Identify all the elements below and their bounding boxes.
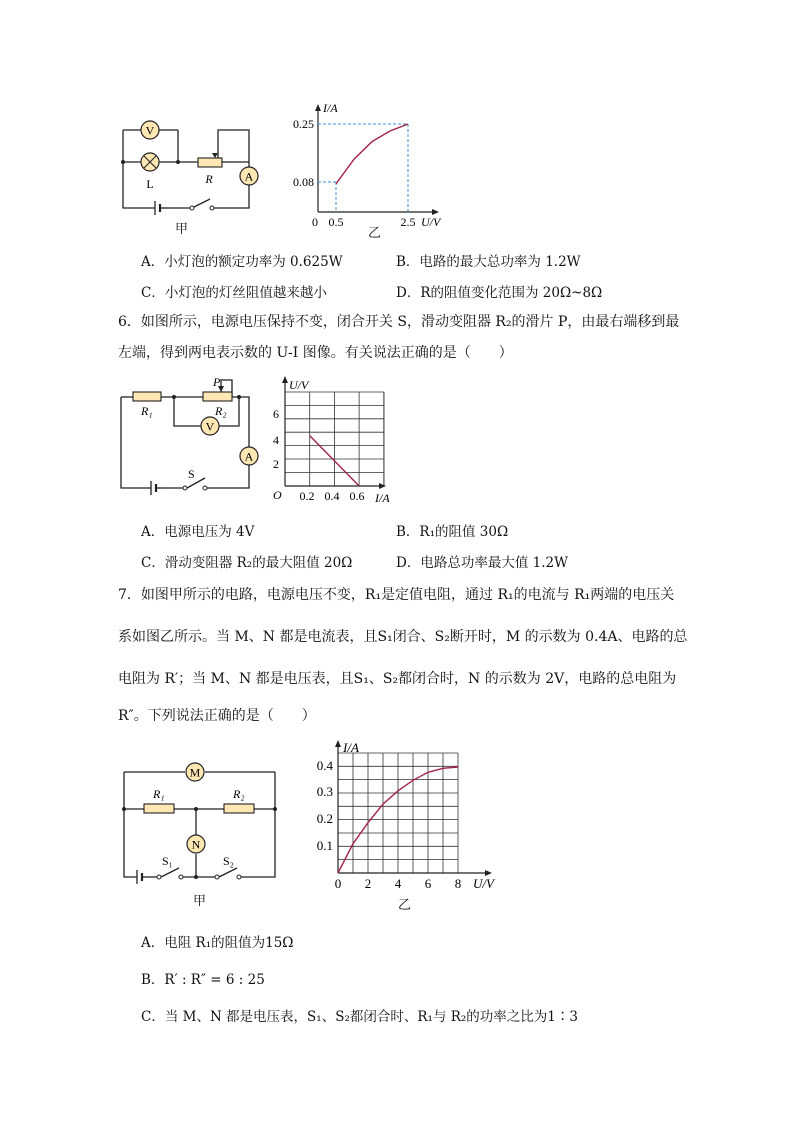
q6-option-d: D．电路总功率最大值 1.2W <box>396 555 568 571</box>
q7-y-label: I/A <box>343 740 359 755</box>
q6-voltmeter-label: V <box>205 419 215 434</box>
q7-r1-label: R₁ <box>153 787 165 801</box>
q5-y-tick-008: 0.08 <box>293 175 314 189</box>
q5-ammeter-label: A <box>244 169 254 184</box>
q7-x-tick-0: 0 <box>334 876 342 891</box>
q6-y-label: U/V <box>289 378 309 392</box>
q7-option-c: C．当 M、N 都是电压表，S₁、S₂都闭合时、R₁与 R₂的功率之比为1∶3 <box>141 1009 578 1025</box>
q6-switch-label: S <box>188 467 195 481</box>
q7-x-tick-6: 6 <box>424 876 432 891</box>
q7-x-tick-8: 8 <box>454 876 462 891</box>
q7-iu-graph <box>305 735 505 910</box>
q5-rheostat-label: R <box>205 172 213 186</box>
q6-y-tick-2: 2 <box>273 457 279 471</box>
q6-origin-label: O <box>273 488 282 502</box>
q7-y-tick-02: 0.2 <box>316 811 333 826</box>
q7-graph-caption: 乙 <box>398 898 412 913</box>
q5-x-tick-05: 0.5 <box>328 215 344 229</box>
q7-option-a: A．电阻 R₁的阻值为15Ω <box>141 935 294 951</box>
q5-graph-caption: 乙 <box>368 226 382 241</box>
q6-option-a: A．电源电压为 4V <box>141 524 255 540</box>
q7-y-tick-01: 0.1 <box>316 838 333 853</box>
q6-r1-label: R₁ <box>141 404 153 418</box>
q7-stem-line3: 电阻为 R′；当 M、N 都是电压表，且S₁、S₂都闭合时，N 的示数为 2V，电路的总电阻为 <box>118 671 677 687</box>
q5-x-tick-0: 0 <box>312 215 318 229</box>
q5-x-label: U/V <box>421 215 441 229</box>
q7-r2-label: R₂ <box>233 787 245 801</box>
q7-s1-label: S₁ <box>162 854 173 868</box>
q6-slider-label: P <box>213 375 221 389</box>
q6-x-tick-04: 0.4 <box>324 489 340 503</box>
q7-x-label: U/V <box>473 876 494 891</box>
q5-circuit-diagram <box>110 115 270 235</box>
q7-s2-label: S₂ <box>223 854 234 868</box>
q6-stem-line1: 6．如图所示，电源电压保持不变，闭合开关 S，滑动变阻器 R₂的滑片 P，由最右端移到最 <box>118 314 680 330</box>
q5-option-b: B．电路的最大总功率为 1.2W <box>396 254 581 270</box>
q7-circuit-caption: 甲 <box>193 894 207 909</box>
q5-option-a: A．小灯泡的额定功率为 0.625W <box>141 254 343 270</box>
q7-option-b: B．R′ : R″ = 6 : 25 <box>141 972 265 988</box>
q7-stem-line4: R″。下列说法正确的是（ ） <box>118 708 316 724</box>
q7-circuit-diagram <box>115 755 285 910</box>
q6-option-b: B．R₁的阻值 30Ω <box>396 524 509 540</box>
q7-y-tick-04: 0.4 <box>316 758 333 773</box>
q7-x-tick-4: 4 <box>394 876 402 891</box>
q5-option-d: D．R的阻值变化范围为 20Ω~8Ω <box>396 285 603 301</box>
q6-y-tick-6: 6 <box>273 407 279 421</box>
q5-circuit-caption: 甲 <box>175 222 189 237</box>
q6-ammeter-label: A <box>244 449 254 464</box>
q6-r2-label: R₂ <box>215 404 227 418</box>
q5-y-label: I/A <box>323 101 338 115</box>
q6-x-tick-06: 0.6 <box>349 489 365 503</box>
q7-stem-line1: 7．如图甲所示的电路，电源电压不变，R₁是定值电阻，通过 R₁的电流与 R₁两端的电压关 <box>118 587 675 603</box>
q7-meter-n-label: N <box>191 837 201 852</box>
q7-y-tick-03: 0.3 <box>316 784 333 799</box>
q6-x-tick-02: 0.2 <box>299 489 315 503</box>
q6-stem-line2: 左端，得到两电表示数的 U-I 图像。有关说法正确的是（ ） <box>118 345 513 361</box>
q6-x-label: I/A <box>375 491 390 505</box>
q6-option-c: C．滑动变阻器 R₂的最大阻值 20Ω <box>141 555 353 571</box>
q5-y-tick-025: 0.25 <box>293 117 314 131</box>
q7-stem-line2: 系如图乙所示。当 M、N 都是电流表，且S₁闭合、S₂断开时，M 的示数为 0.4A、电路的总 <box>118 629 688 645</box>
q7-x-tick-2: 2 <box>364 876 372 891</box>
q5-lamp-label: L <box>146 177 154 191</box>
q6-circuit-diagram <box>115 370 265 500</box>
q6-ui-graph <box>265 375 415 505</box>
q5-iu-curve <box>336 124 408 184</box>
q6-y-tick-4: 4 <box>273 433 279 447</box>
q7-meter-m-label: M <box>189 765 201 780</box>
q5-voltmeter-label: V <box>145 123 155 138</box>
q5-x-tick-25: 2.5 <box>400 215 416 229</box>
q5-option-c: C．小灯泡的灯丝阻值越来越小 <box>141 285 327 301</box>
q5-iu-graph <box>285 100 455 240</box>
